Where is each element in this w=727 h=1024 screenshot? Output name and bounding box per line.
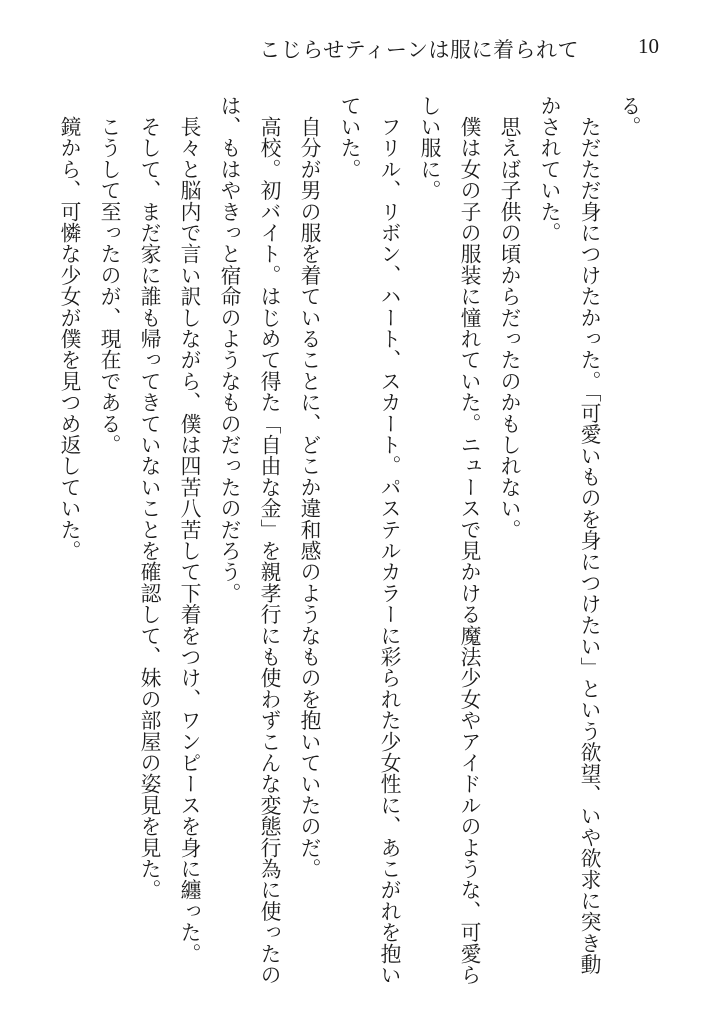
text-line: フリル、リボン、ハート、スカート。パステルカラーに彩られた少女性に、あこがれを抱い bbox=[377, 95, 401, 986]
text-line: は、もはやきっと宿命のようなものだったのだろう。 bbox=[217, 95, 241, 604]
text-line: 高校。初バイト。はじめて得た「自由な金」を親孝行にも使わずこんな変態行為に使ったの bbox=[257, 95, 281, 986]
text-line: ただただ身につけたかった。「可愛いものを身につけたい」という欲望、いや欲求に突き動 bbox=[577, 95, 601, 975]
running-title: こじらせティーンは服に着られて bbox=[259, 38, 579, 62]
text-line: 長々と脳内で言い訳しながら、僕は四苦八苦して下着をつけ、ワンピースを身に纏った。 bbox=[177, 95, 201, 965]
text-line: 自分が男の服を着ていることに、どこか違和感のようなものを抱いていたのだ。 bbox=[297, 95, 321, 880]
text-line: ていた。 bbox=[337, 95, 361, 180]
text-line: 鏡から、可憐な少女が僕を見つめ返していた。 bbox=[57, 95, 81, 562]
text-line: そして、まだ家に誰も帰ってきていないことを確認して、妹の部屋の姿見を見た。 bbox=[137, 95, 161, 901]
text-line: しい服に。 bbox=[417, 95, 441, 201]
vertical-body-text bbox=[49, 95, 649, 986]
page-number: 10 bbox=[638, 34, 659, 58]
text-line: こうして至ったのが、現在である。 bbox=[97, 95, 121, 456]
text-line: 僕は女の子の服装に憧れていた。ニュースで見かける魔法少女やアイドルのような、可愛ら bbox=[457, 95, 481, 986]
text-line: る。 bbox=[617, 95, 641, 138]
text-line: 思えば子供の頃からだったのかもしれない。 bbox=[497, 95, 521, 541]
text-line: かされていた。 bbox=[537, 95, 561, 244]
